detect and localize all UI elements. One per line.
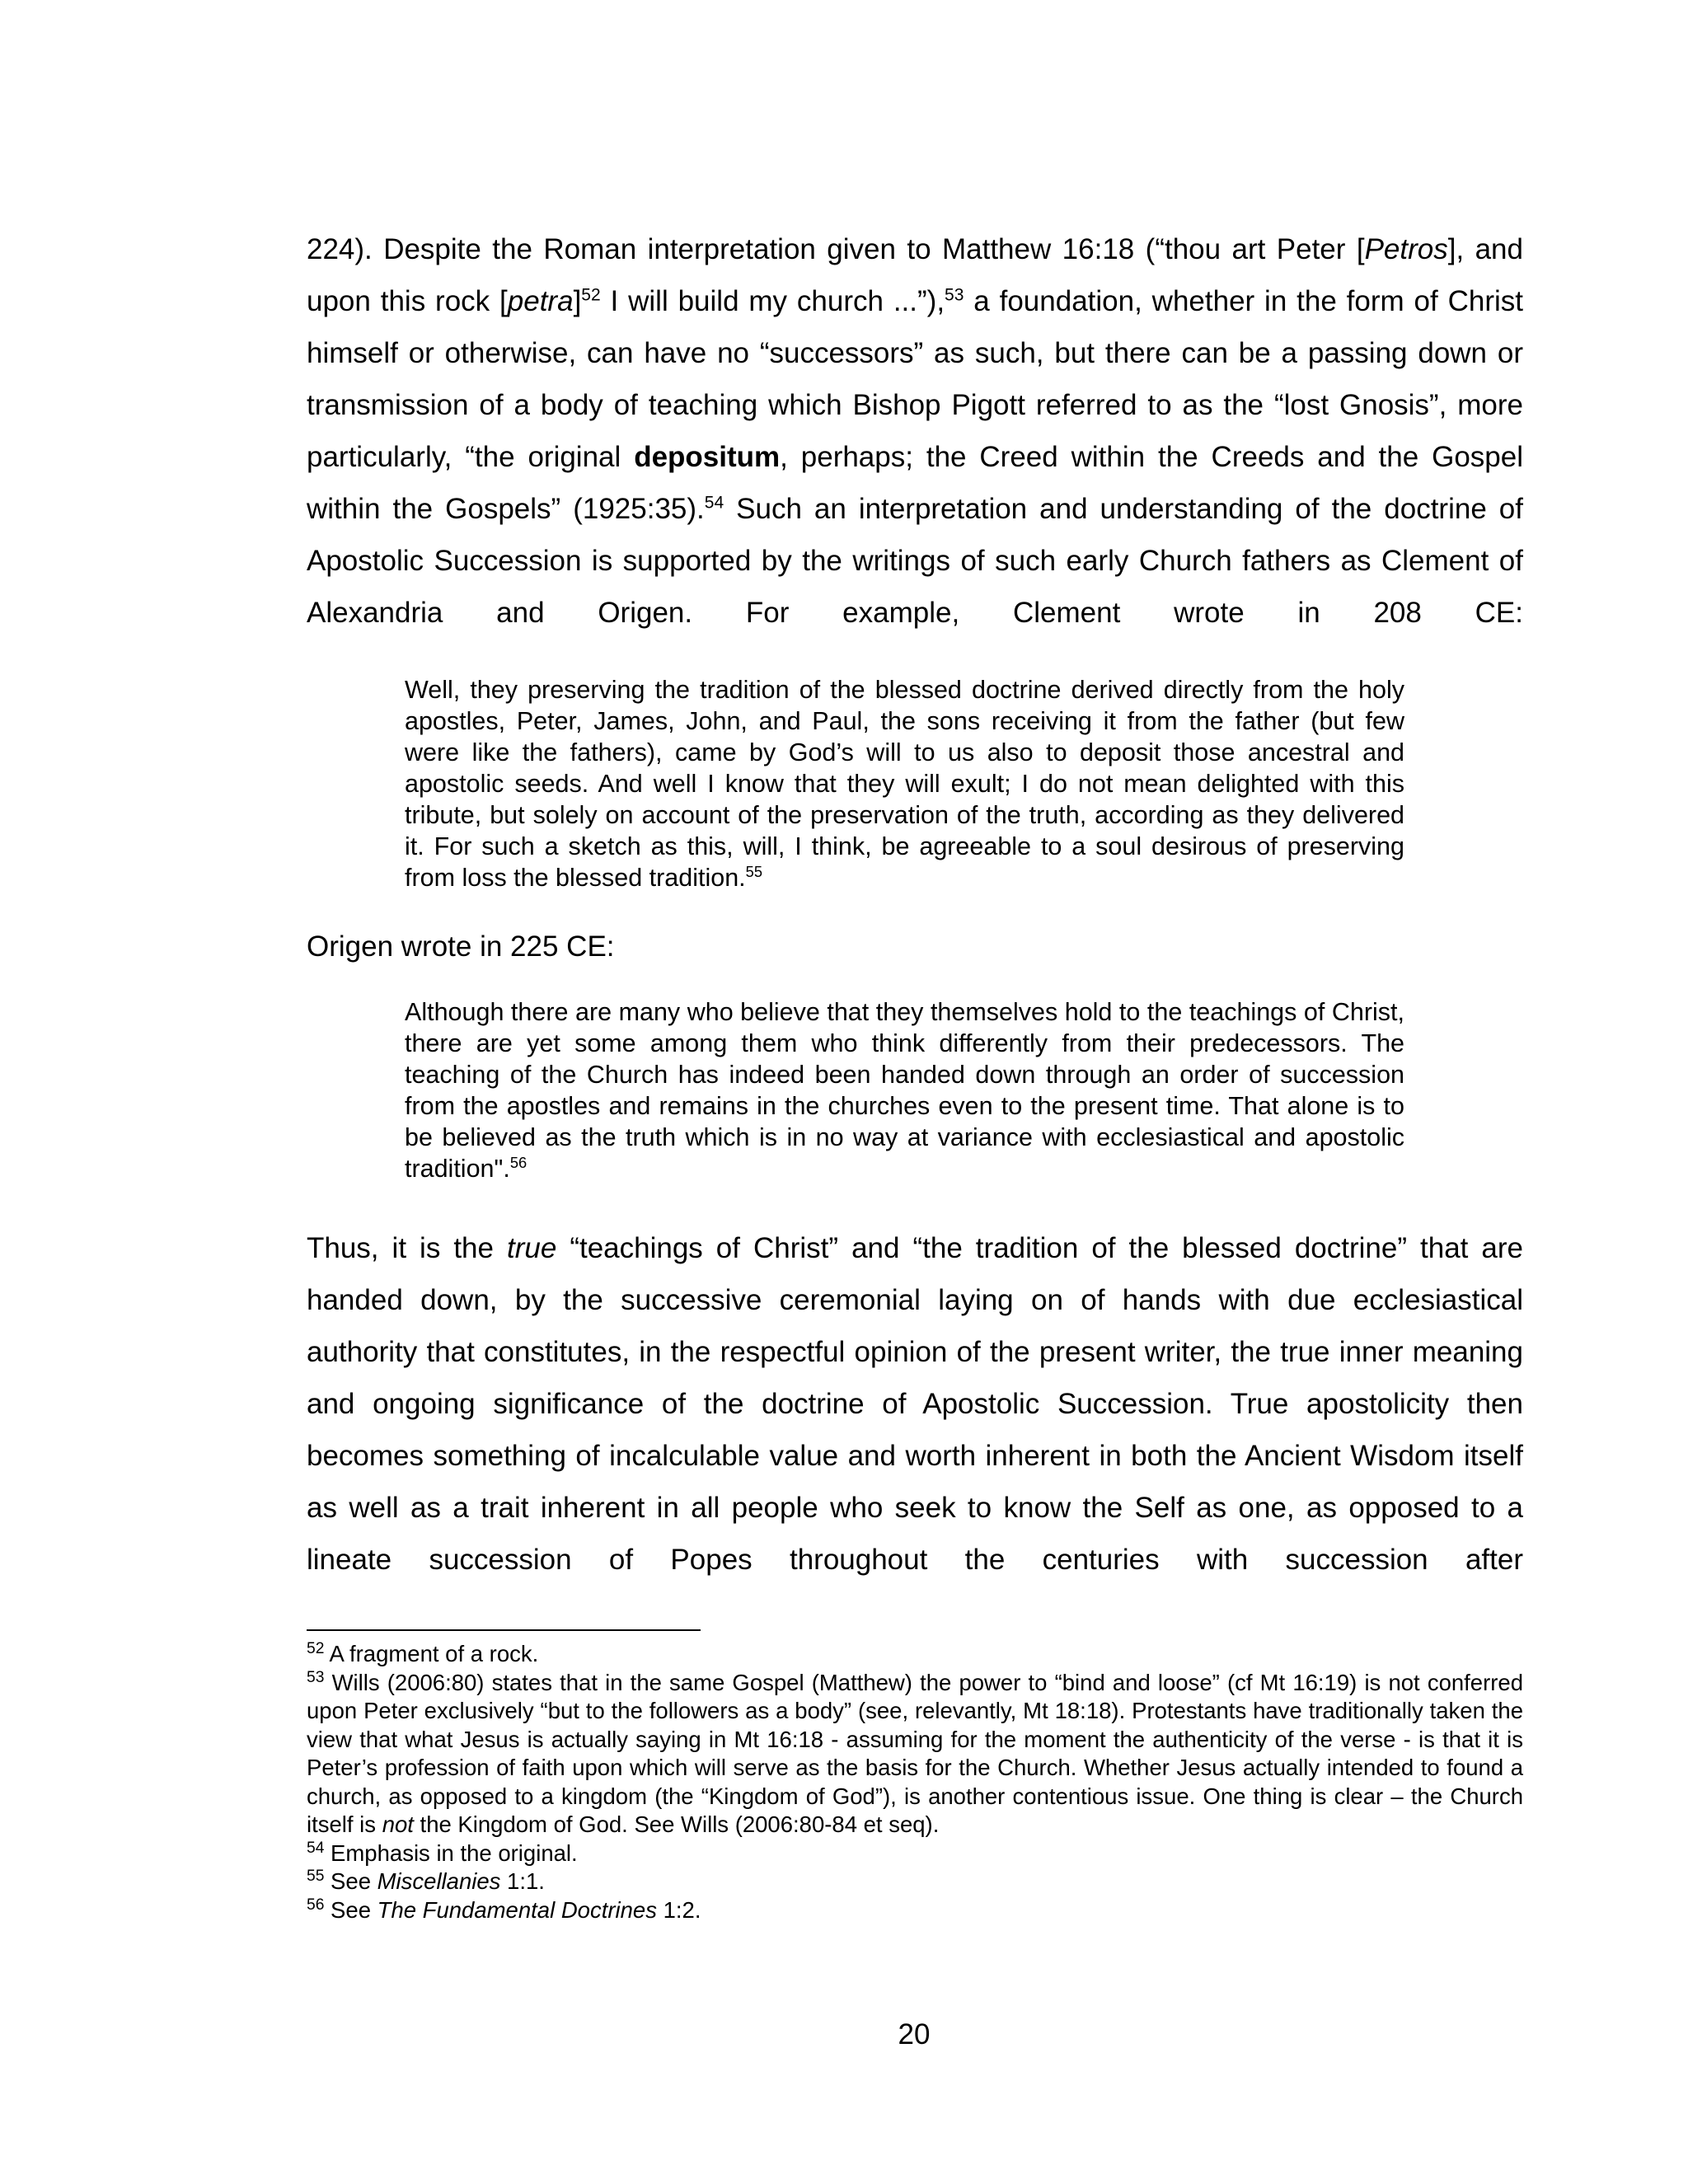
text-run: I will build my church ...”), — [600, 285, 945, 317]
footnote-text: the Kingdom of God. See Wills (2006:80-84 et seq). — [413, 1811, 940, 1837]
footnote-number: 56 — [307, 1896, 325, 1914]
footnote-text: Emphasis in the original. — [324, 1840, 578, 1866]
body-paragraph-2 — [307, 1222, 1523, 1586]
footnote-number: 55 — [307, 1867, 325, 1885]
footnote-text: See — [324, 1896, 377, 1923]
footnote-text-italic: Miscellanies — [377, 1868, 501, 1894]
text-run-italic: Petros — [1364, 233, 1448, 265]
text-run-italic: true — [507, 1232, 557, 1264]
text-run: Such an interpretation and understanding of the doctrine of Apostolic Succession is supported by the writings of such early Church fathers as Clement of Alexandria and Origen. For example, Clement wrote in 208 CE: — [307, 493, 1523, 629]
body-paragraph-1 — [307, 223, 1523, 639]
page-number: 20 — [898, 2018, 931, 2050]
footnote-text: See — [324, 1868, 377, 1894]
footnote-number: 53 — [307, 1668, 325, 1686]
footnote-55 — [307, 1868, 1523, 1896]
text-run: Thus, it is the — [307, 1232, 507, 1264]
footnote-number: 54 — [307, 1839, 325, 1857]
text-run: , perhaps; the Creed within the Creeds and the Gospel within the Gospels” (1925:35). — [307, 441, 1523, 525]
footnote-text: 1:1. — [500, 1868, 545, 1894]
footnote-56 — [307, 1896, 1523, 1925]
footnote-text-italic: The Fundamental Doctrines — [377, 1896, 657, 1923]
origen-intro: Origen wrote in 225 CE: — [307, 930, 615, 963]
footnote-ref-55[interactable]: 55 — [745, 862, 762, 880]
footnotes — [307, 1640, 1523, 1924]
text-run-italic: petra — [507, 285, 574, 317]
footnote-text: A fragment of a rock. — [324, 1641, 539, 1666]
text-run: a foundation, whether in the form of Christ himself or otherwise, can have no “successors” as such, but there can be a passing down or transmission of a body of teaching which Bishop Pigott referred to as the “lost Gnosis”, more particularly, “the original — [307, 285, 1524, 473]
footnote-ref-56[interactable]: 56 — [509, 1153, 528, 1171]
block-quote-origen — [405, 996, 1404, 1184]
text-run: “teachings of Christ” and “the tradition of the blessed doctrine” that are handed down, by the successive ceremonial laying on of hands with due ecclesiastical authority that constitutes, in the respectful opinion of the present writer, the true inner meaning and ongoing significance of the doctrine of Apostolic Succession. True apostolicity then becomes something of incalculable value and worth inherent in both the Ancient Wisdom itself as well as a trait inherent in all people who seek to know the Self as one, as opposed to a lineate succession of Popes throughout the centuries with succession after — [307, 1232, 1523, 1576]
block-quote-clement — [405, 674, 1404, 893]
footnote-separator — [307, 1629, 701, 1631]
quote-text: Well, they preserving the tradition of the blessed doctrine derived directly from the holy apostles, Peter, James, John, and Paul, the sons receiving it from the father (but few were like the fathers), came by God’s will to us also to deposit those ancestral and apostolic seeds. And well I know that they will exult; I do not mean delighted with this tribute, but solely on account of the preservation of the truth, according as they delivered it. For such a sketch as this, will, I think, be agreeable to a soul desirous of preserving from loss the blessed tradition. — [405, 676, 1404, 892]
footnote-number: 52 — [307, 1639, 325, 1657]
footnote-text: Wills (2006:80) states that in the same Gospel (Matthew) the power to “bind and loose” (cf Mt 16:19) is not conferred upon Peter exclusively “but to the followers as a body” (see, relevantly, Mt 18:18). Protestants have traditionally taken the view that what Jesus is actually saying in Mt 16:18 - assuming for the moment the authenticity of the verse - is that it is Peter’s profession of faith upon which will serve as the basis for the Church. Whether Jesus actually intended to found a church, as opposed to a kingdom (the “Kingdom of God”), is another contentious issue. One thing is clear – the Church itself is — [307, 1669, 1523, 1837]
footnote-ref-54[interactable]: 54 — [704, 493, 724, 513]
text-run-bold: depositum — [634, 441, 781, 473]
text-run: 224). Despite the Roman interpretation given to Matthew 16:18 (“thou art Peter [ — [307, 233, 1365, 265]
footnote-ref-53[interactable]: 53 — [945, 285, 964, 305]
text-run: ], and upon this rock [ — [307, 233, 1523, 317]
footnote-52 — [307, 1640, 1523, 1669]
footnote-54 — [307, 1840, 1523, 1868]
quote-text: Although there are many who believe that they themselves hold to the teachings of Christ, there are yet some among them who think differently from their predecessors. The teaching of the Church has indeed been handed down through an order of succession from the apostles and remains in the churches even to the present time. That alone is to be believed as the truth which is in no way at variance with ecclesiastical and apostolic tradition". — [405, 998, 1404, 1183]
footnote-ref-52[interactable]: 52 — [581, 285, 601, 305]
footnote-text: 1:2. — [656, 1896, 701, 1923]
footnote-text-italic: not — [382, 1811, 414, 1837]
text-run: ] — [573, 285, 582, 317]
footnote-53 — [307, 1669, 1523, 1840]
